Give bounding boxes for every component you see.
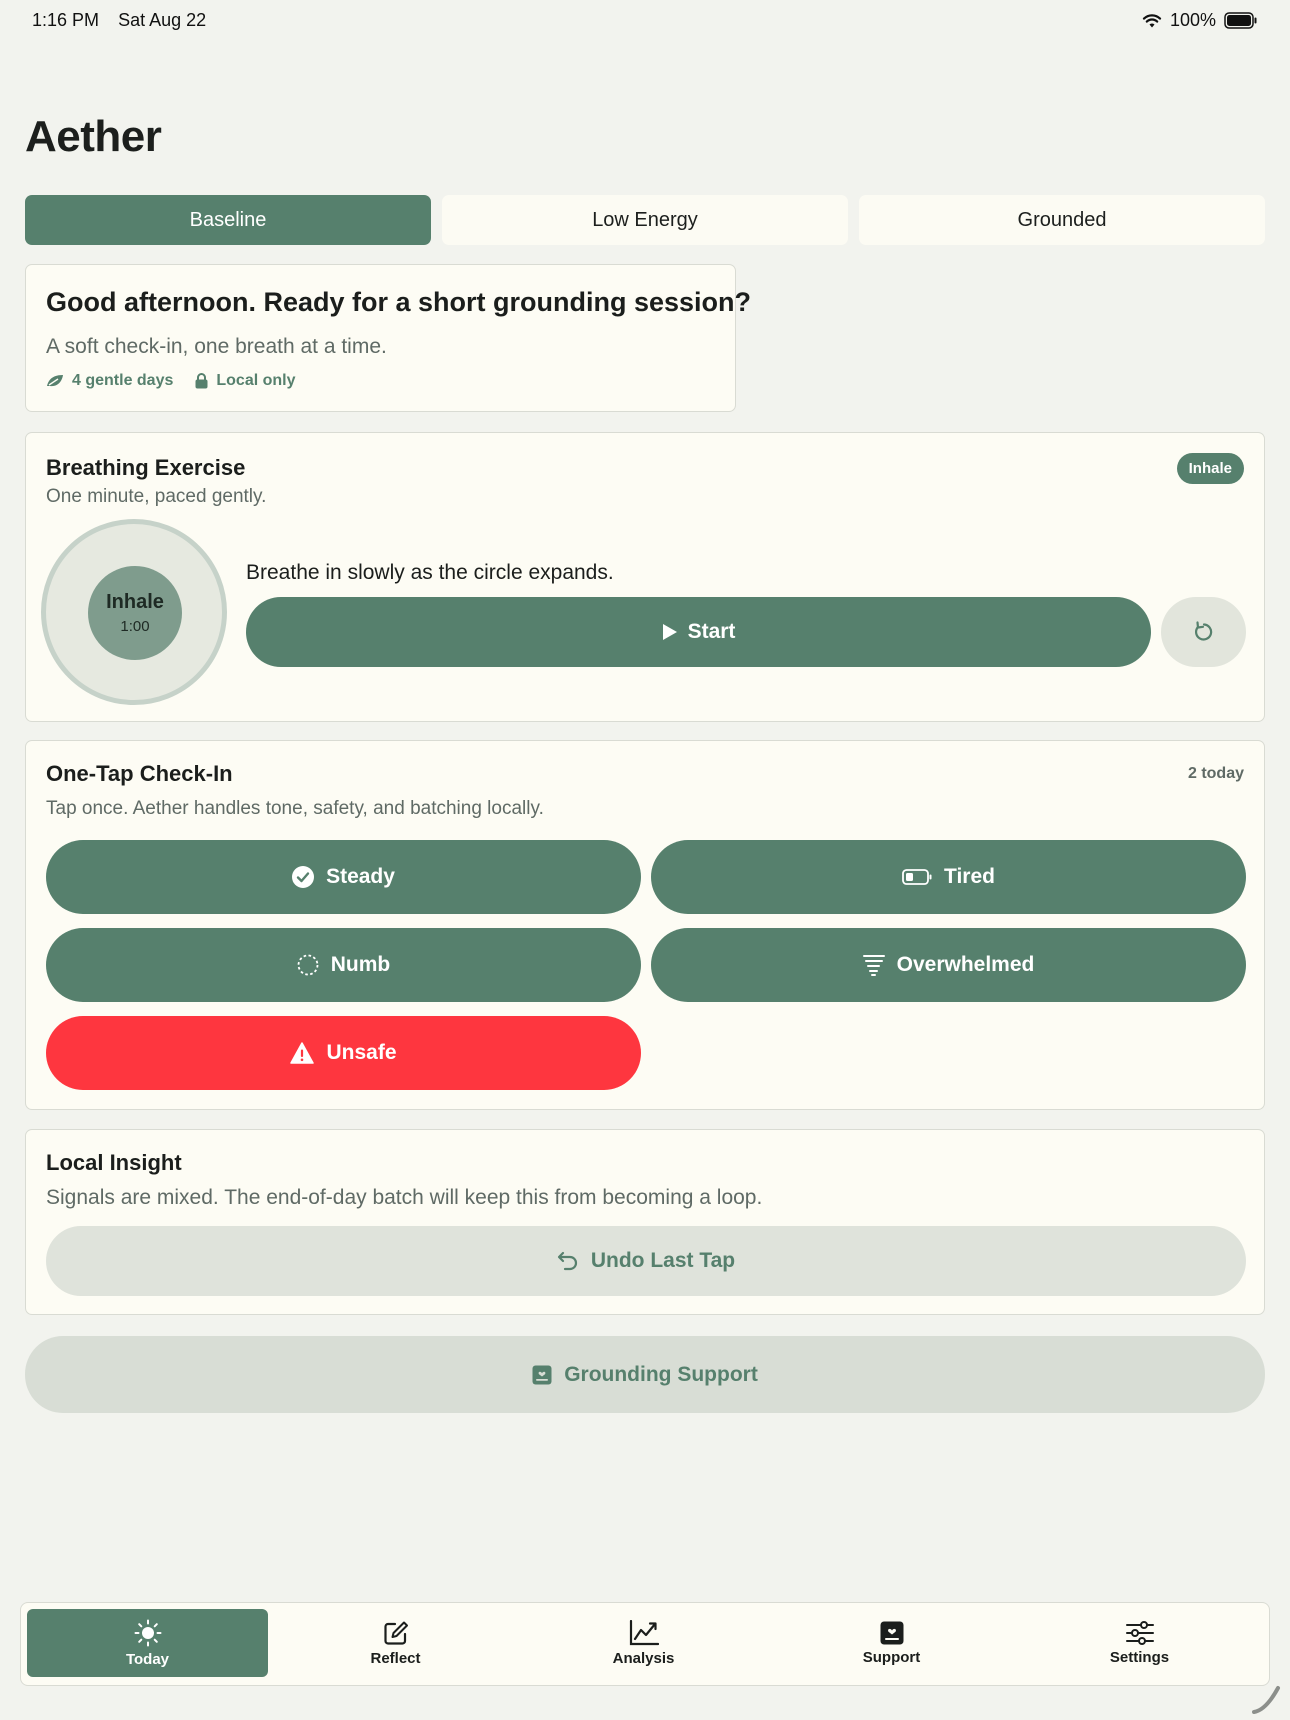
compose-icon xyxy=(383,1620,409,1646)
tab-analysis-label: Analysis xyxy=(612,1649,675,1667)
tab-today-label: Today xyxy=(125,1650,170,1668)
sliders-icon xyxy=(1126,1621,1154,1645)
breathing-exercise-card xyxy=(25,432,1265,722)
battery-icon xyxy=(1224,12,1258,29)
resize-corner-icon xyxy=(1252,1684,1282,1714)
grounding-support-button[interactable] xyxy=(25,1336,1265,1413)
greeting-card xyxy=(25,264,752,412)
checkin-tired-button[interactable] xyxy=(651,840,1246,914)
breathing-circle xyxy=(41,519,227,705)
page-title: Aether xyxy=(25,112,162,161)
tornado-icon xyxy=(863,953,885,977)
reset-button[interactable] xyxy=(1161,597,1246,667)
mode-baseline[interactable]: Baseline xyxy=(25,195,431,245)
checkin-unsafe-button[interactable] xyxy=(46,1016,641,1090)
support-book-icon xyxy=(880,1621,904,1645)
greeting-meta xyxy=(46,372,296,390)
mode-low-energy[interactable]: Low Energy xyxy=(442,195,848,245)
sun-icon xyxy=(134,1619,162,1647)
lock-icon xyxy=(195,373,208,389)
leaf-icon xyxy=(46,374,64,388)
streak-label: 4 gentle days xyxy=(72,372,174,389)
checkin-numb-button[interactable] xyxy=(46,928,641,1002)
unsafe-label: Unsafe xyxy=(326,1041,397,1064)
play-icon xyxy=(662,623,678,641)
reset-icon xyxy=(1193,621,1215,643)
mode-grounded[interactable]: Grounded xyxy=(859,195,1265,245)
checkin-count: 2 today xyxy=(1187,765,1244,782)
tab-bar xyxy=(20,1602,1270,1686)
checkin-overwhelmed-button[interactable] xyxy=(651,928,1246,1002)
breathing-circle-core xyxy=(88,566,182,660)
support-book-icon xyxy=(532,1365,552,1385)
battery-percent: 100% xyxy=(1169,10,1216,30)
steady-label: Steady xyxy=(326,865,395,888)
numb-label: Numb xyxy=(330,953,391,976)
status-left xyxy=(32,10,206,31)
tired-label: Tired xyxy=(944,865,995,888)
tab-today[interactable] xyxy=(27,1609,268,1677)
chart-icon xyxy=(629,1620,659,1646)
tab-reflect-label: Reflect xyxy=(370,1649,421,1667)
checkin-subtitle: Tap once. Aether handles tone, safety, and batching locally. xyxy=(46,798,544,819)
insight-card xyxy=(25,1129,1265,1315)
breathing-timer: 1:00 xyxy=(120,618,150,635)
overwhelmed-label: Overwhelmed xyxy=(896,953,1035,976)
checkin-steady-button[interactable] xyxy=(46,840,641,914)
undo-icon xyxy=(557,1251,579,1271)
start-label: Start xyxy=(687,620,736,643)
greeting-title: Good afternoon. Ready for a short grounding session? xyxy=(46,287,752,317)
status-right xyxy=(1142,10,1258,31)
privacy-label: Local only xyxy=(216,372,296,389)
greeting-subtitle: A soft check-in, one breath at a time. xyxy=(46,335,387,358)
wifi-icon xyxy=(1142,13,1162,29)
phase-badge: Inhale xyxy=(1177,453,1244,484)
status-date: Sat Aug 22 xyxy=(118,10,207,30)
battery-low-icon xyxy=(902,869,932,885)
mode-segmented-control xyxy=(25,195,1265,245)
warning-triangle-icon xyxy=(290,1042,314,1064)
tab-reflect[interactable] xyxy=(275,1609,516,1677)
undo-label: Undo Last Tap xyxy=(590,1249,736,1272)
undo-last-tap-button[interactable] xyxy=(46,1226,1246,1296)
breathing-phase: Inhale xyxy=(106,591,164,613)
start-button[interactable] xyxy=(246,597,1151,667)
breathing-title: Breathing Exercise xyxy=(46,455,246,480)
status-bar xyxy=(0,0,1290,42)
grounding-support-label: Grounding Support xyxy=(564,1362,758,1386)
checkmark-circle-icon xyxy=(292,866,314,888)
insight-title: Local Insight xyxy=(46,1150,182,1175)
breathing-subtitle: One minute, paced gently. xyxy=(46,486,267,507)
tab-settings[interactable] xyxy=(1019,1609,1260,1677)
tab-support-label: Support xyxy=(862,1648,921,1666)
status-time: 1:16 PM xyxy=(32,10,100,30)
insight-text: Signals are mixed. The end-of-day batch will keep this from becoming a loop. xyxy=(46,1186,763,1209)
checkin-card xyxy=(25,740,1265,1110)
dashed-circle-icon xyxy=(297,954,319,976)
tab-settings-label: Settings xyxy=(1109,1648,1170,1666)
tab-analysis[interactable] xyxy=(523,1609,764,1677)
tab-support[interactable] xyxy=(771,1609,1012,1677)
breathing-instruction: Breathe in slowly as the circle expands. xyxy=(246,561,614,584)
checkin-title: One-Tap Check-In xyxy=(46,761,233,786)
